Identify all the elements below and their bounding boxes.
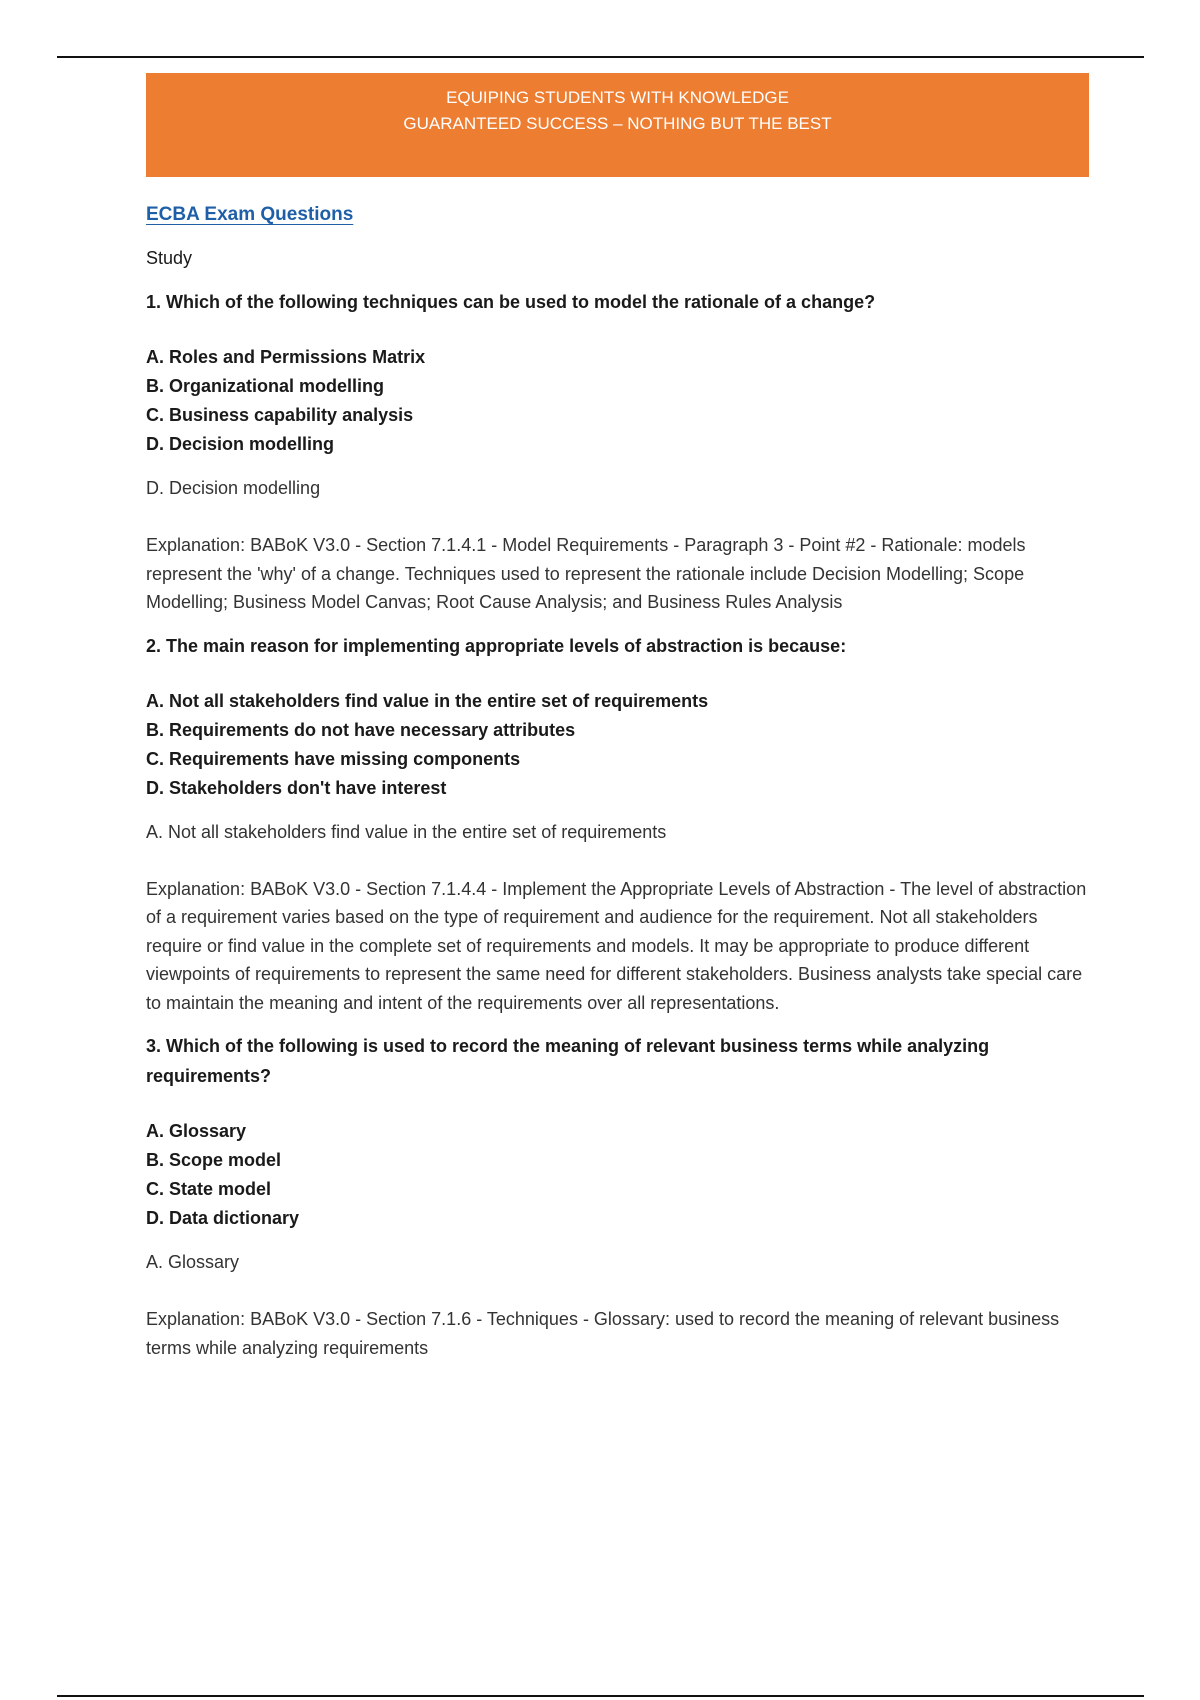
answer-text: D. Decision modelling [146,478,321,498]
answer-text: A. Not all stakeholders find value in the entire set of requirements [146,821,667,842]
top-rule [57,56,1144,58]
option-item: C. State model [146,1179,272,1199]
question-block [146,287,1096,617]
option-item: B. Organizational modelling [146,376,385,396]
option-item: A. Not all stakeholders find value in the entire set of requirements [146,690,709,711]
option-item: A. Roles and Permissions Matrix [146,347,426,367]
option-item: A. Glossary [146,1121,247,1141]
option-item: C. Requirements have missing components [146,748,521,769]
question-text: 1. Which of the following techniques can be used to model the rationale of a change? [146,292,876,312]
question-text: 2. The main reason for implementing appropriate levels of abstraction is because: [146,635,847,656]
option-item: B. Scope model [146,1150,282,1170]
question-text: 3. Which of the following is used to record the meaning of relevant business terms while analyzing requirements? [146,1036,990,1086]
header-banner [146,73,1089,177]
document-title-link[interactable]: ECBA Exam Questions [146,204,354,225]
document-content [146,204,1096,1362]
option-item: D. Stakeholders don't have interest [146,777,447,798]
answer-text: A. Glossary [146,1252,240,1272]
explanation-text: Explanation: BABoK V3.0 - Section 7.1.4.4 - Implement the Appropriate Levels of Abstraction - The level of abstraction of a requirement varies based on the type of requirement and audience for the requirement. Not all stakeholders require or find value in the complete set of requirements and models. It may be appropriate to produce different viewpoints of requirements to represent the same need for different stakeholders. Business analysts take special care to maintain the meaning and intent of the requirements over all representations. [146,878,1087,1013]
option-list [146,1117,1096,1233]
question-block [146,1031,1096,1362]
banner-line-2: GUARANTEED SUCCESS – NOTHING BUT THE BEST [403,114,832,133]
question-block [146,631,1096,1018]
explanation-text: Explanation: BABoK V3.0 - Section 7.1.6 - Techniques - Glossary: used to record the meaning of relevant business terms while analyzing requirements [146,1309,1060,1358]
option-item: C. Business capability analysis [146,405,414,425]
option-item: D. Data dictionary [146,1208,300,1228]
option-list [146,343,1096,459]
banner-line-1: EQUIPING STUDENTS WITH KNOWLEDGE [446,88,789,107]
option-list [146,687,1096,803]
bottom-rule [57,1695,1144,1697]
explanation-text: Explanation: BABoK V3.0 - Section 7.1.4.1 - Model Requirements - Paragraph 3 - Point #2 - Rationale: models represent the 'why' of a change. Techniques used to represent the rationale include Decision Modelling; Scope Modelling; Business Model Canvas; Root Cause Analysis; and Business Rules Analysis [146,535,1026,612]
option-item: D. Decision modelling [146,434,335,454]
subtitle: Study [146,248,193,268]
option-item: B. Requirements do not have necessary attributes [146,719,576,740]
